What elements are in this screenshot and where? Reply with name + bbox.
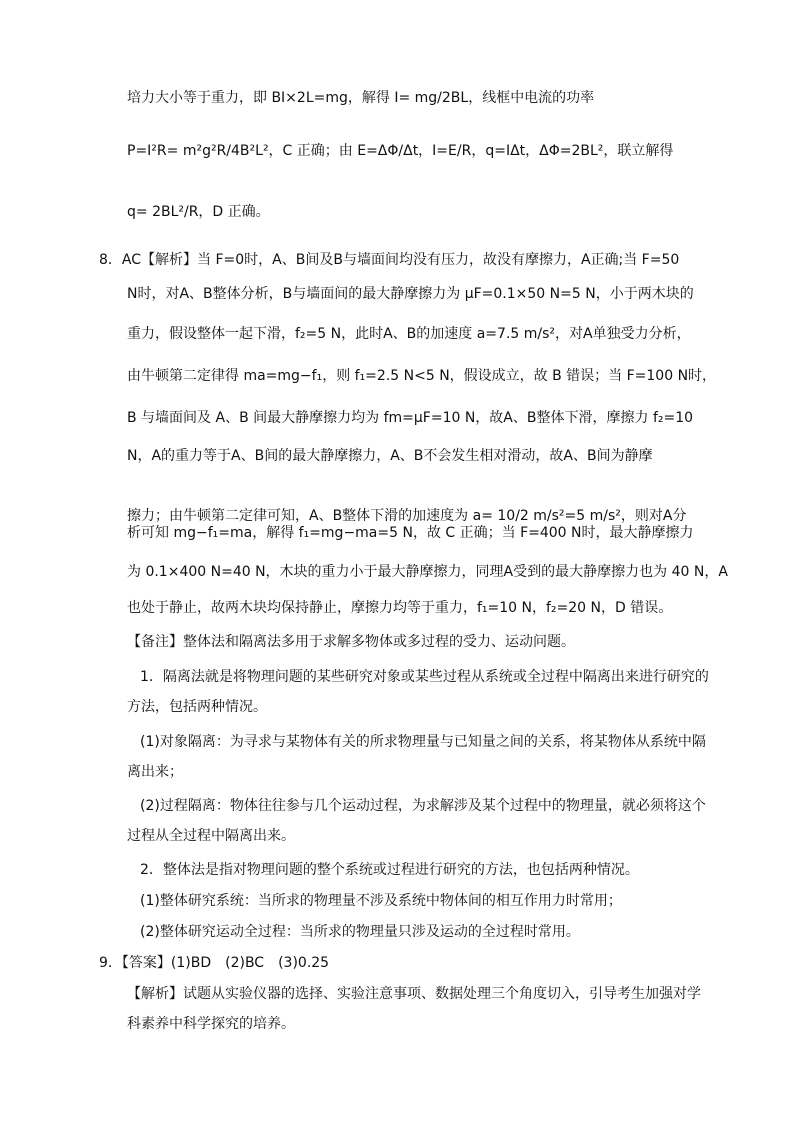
text-line: 科素养中科学探究的培养。: [127, 1016, 295, 1032]
text-line: B 与墙面间及 A、B 间最大静摩擦力均为 fm=μF=10 N，故A、B整体下滑，摩擦力 f₂=10: [127, 410, 694, 426]
text-line: q= 2BL²/R，D 正确。: [127, 204, 270, 220]
text-line: (1)整体研究系统：当所求的物理量不涉及系统中物体间的相互作用力时常用；: [140, 893, 622, 909]
text-line: N，A的重力等于A、B间的最大静摩擦力，A、B不会发生相对滑动，故A、B间为静摩: [127, 448, 653, 464]
text-line: P=I²R= m²g²R/4B²L²，C 正确；由 E=ΔΦ/Δt，I=E/R，q=IΔt，ΔΦ=2BL²，联立解得: [127, 143, 674, 159]
text-line: 为 0.1×400 N=40 N，木块的重力小于最大静摩擦力，同理A受到的最大静摩擦力也为 40 N，A: [127, 564, 728, 580]
note-heading: 【备注】整体法和隔离法多用于求解多物体或多过程的受力、运动问题。: [127, 634, 575, 650]
text-line: (1)对象隔离：为寻求与某物体有关的所求物理量与已知量之间的关系，将某物体从系统中隔: [140, 734, 706, 750]
text-line: 析可知 mg−f₁=ma，解得 f₁=mg−ma=5 N，故 C 正确；当 F=400 N时，最大静摩擦力: [127, 525, 694, 541]
text-line: 也处于静止，故两木块均保持静止，摩擦力均等于重力，f₁=10 N，f₂=20 N，D 错误。: [127, 600, 673, 616]
text-line: (2)整体研究运动全过程：当所求的物理量只涉及运动的全过程时常用。: [140, 924, 580, 940]
text-line: 8．AC【解析】当 F=0时，A、B间及B与墙面间均没有压力，故没有摩擦力，A正确;当 F=50: [99, 252, 680, 268]
text-line: 1．隔离法就是将物理问题的某些研究对象或某些过程从系统或全过程中隔离出来进行研究的: [140, 669, 709, 685]
text-line: 重力，假设整体一起下滑，f₂=5 N，此时A、B的加速度 a=7.5 m/s²，对A单独受力分析，: [127, 326, 691, 342]
answer-line: 9．【答案】(1)BD (2)BC (3)0.25: [99, 955, 330, 971]
text-line: 方法，包括两种情况。: [127, 699, 267, 715]
text-line: 培力大小等于重力，即 BI×2L=mg，解得 I= mg/2BL，线框中电流的功率: [127, 90, 595, 106]
text-line: 过程从全过程中隔离出来。: [127, 828, 295, 844]
text-line: 擦力；由牛顿第二定律可知，A、B整体下滑的加速度为 a= 10/2 m/s²=5 m/s²，则对A分: [127, 508, 687, 524]
text-line: 2．整体法是指对物理问题的整个系统或过程进行研究的方法，也包括两种情况。: [140, 862, 639, 878]
text-line: 由牛顿第二定律得 ma=mg−f₁，则 f₁=2.5 N<5 N，假设成立，故 B 错误；当 F=100 N时，: [127, 368, 717, 384]
text-line: 【解析】试题从实验仪器的选择、实验注意事项、数据处理三个角度切入，引导考生加强对学: [127, 986, 701, 1002]
text-line: (2)过程隔离：物体往往参与几个运动过程，为求解涉及某个过程中的物理量，就必须将这个: [140, 798, 706, 814]
text-line: 离出来；: [127, 764, 183, 780]
text-line: N时，对A、B整体分析，B与墙面间的最大静摩擦力为 μF=0.1×50 N=5 N，小于两木块的: [127, 286, 694, 302]
